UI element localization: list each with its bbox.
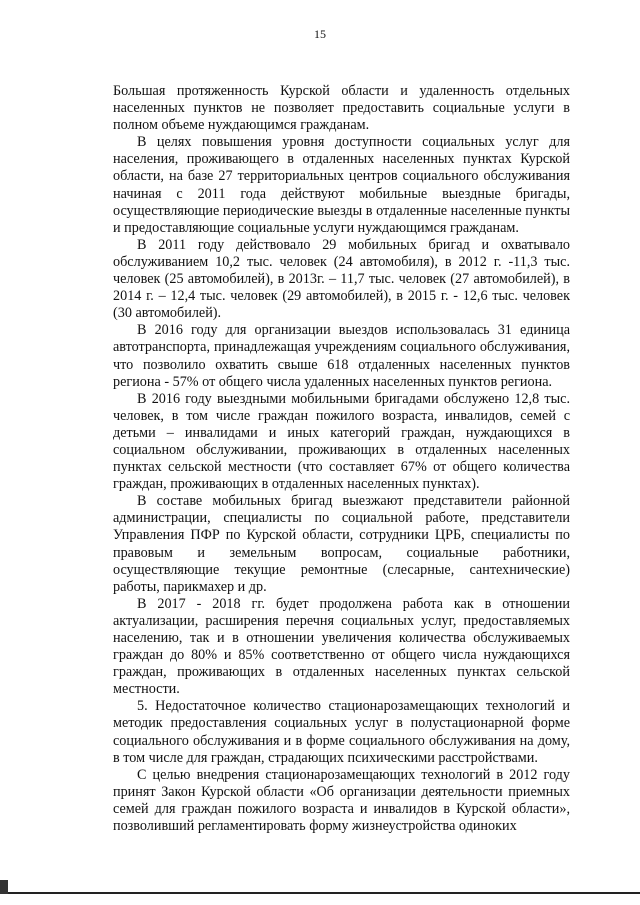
paragraph-3: В 2011 году действовало 29 мобильных бригад и охватывало обслуживанием 10,2 тыс. человек (24 автомобиля), в 2012 г. -11,3 тыс. человек (25 автомобилей), в 2013г. – 11,7 тыс. человек (27 автомобилей), в 2014 г. – 12,4 тыс. человек (29 автомобилей), в 2015 г. - 12,6 тыс. человек (30 автомобилей). — [113, 236, 570, 322]
page-number: 15 — [314, 27, 326, 41]
paragraph-8: 5. Недостаточное количество стационарозамещающих технологий и методик предоставления социальных услуг в полустационарной форме социального обслуживания и в форме социального обслуживания на дому, в том числе для граждан, страдающих психическими расстройствами. — [113, 698, 570, 766]
paragraph-6: В составе мобильных бригад выезжают представители районной администрации, специалисты по социальной работе, представители Управления ПФР по Курской области, сотрудники ЦРБ, специалисты по правовым и земельным вопросам, социальные работники, осуществляющие текущие ремонтные (слесарные, сантехнические) работы, парикмахер и др. — [113, 493, 570, 595]
bottom-scan-border — [0, 892, 640, 894]
paragraph-1: Большая протяженность Курской области и удаленность отдельных населенных пунктов не позволяет предоставить социальные услуги в полном объеме нуждающимся гражданам. — [113, 83, 570, 134]
scan-edge-mark — [0, 880, 8, 894]
paragraph-5: В 2016 году выездными мобильными бригадами обслужено 12,8 тыс. человек, в том числе граждан пожилого возраста, инвалидов, семей с детьми – инвалидами и иных категорий граждан, нуждающихся в социальном обслуживании, проживающих в отдаленных населенных пунктах сельской местности (что составляет 67% от общего количества граждан, проживающих в отдаленных населенных пунктах). — [113, 390, 570, 493]
body-text — [113, 83, 570, 835]
paragraph-7: В 2017 - 2018 гг. будет продолжена работа как в отношении актуализации, расширения перечня социальных услуг, предоставляемых населению, так и в отношении увеличения количества обслуживаемых граждан до 80% и 85% соответственно от общего числа нуждающихся граждан, проживающих в отдаленных населенных пунктах сельской местности. — [113, 595, 570, 698]
paragraph-4: В 2016 году для организации выездов использовалась 31 единица автотранспорта, принадлежащая учреждениям социального обслуживания, что позволило охватить свыше 618 отдаленных населенных пунктов региона - 57% от общего числа удаленных населенных пунктов региона. — [113, 322, 570, 390]
paragraph-2: В целях повышения уровня доступности социальных услуг для населения, проживающего в отдаленных населенных пунктах Курской области, на базе 27 территориальных центров социального обслуживания начиная с 2011 года действуют мобильные выездные бригады, осуществляющие периодические выезды в отдаленные населенные пункты и предоставляющие социальные услуги нуждающимся гражданам. — [113, 134, 570, 236]
paragraph-9: С целью внедрения стационарозамещающих технологий в 2012 году принят Закон Курской области «Об организации деятельности приемных семей для граждан пожилого возраста и инвалидов в Курской области», позволивший регламентировать форму жизнеустройства одиноких — [113, 766, 570, 835]
